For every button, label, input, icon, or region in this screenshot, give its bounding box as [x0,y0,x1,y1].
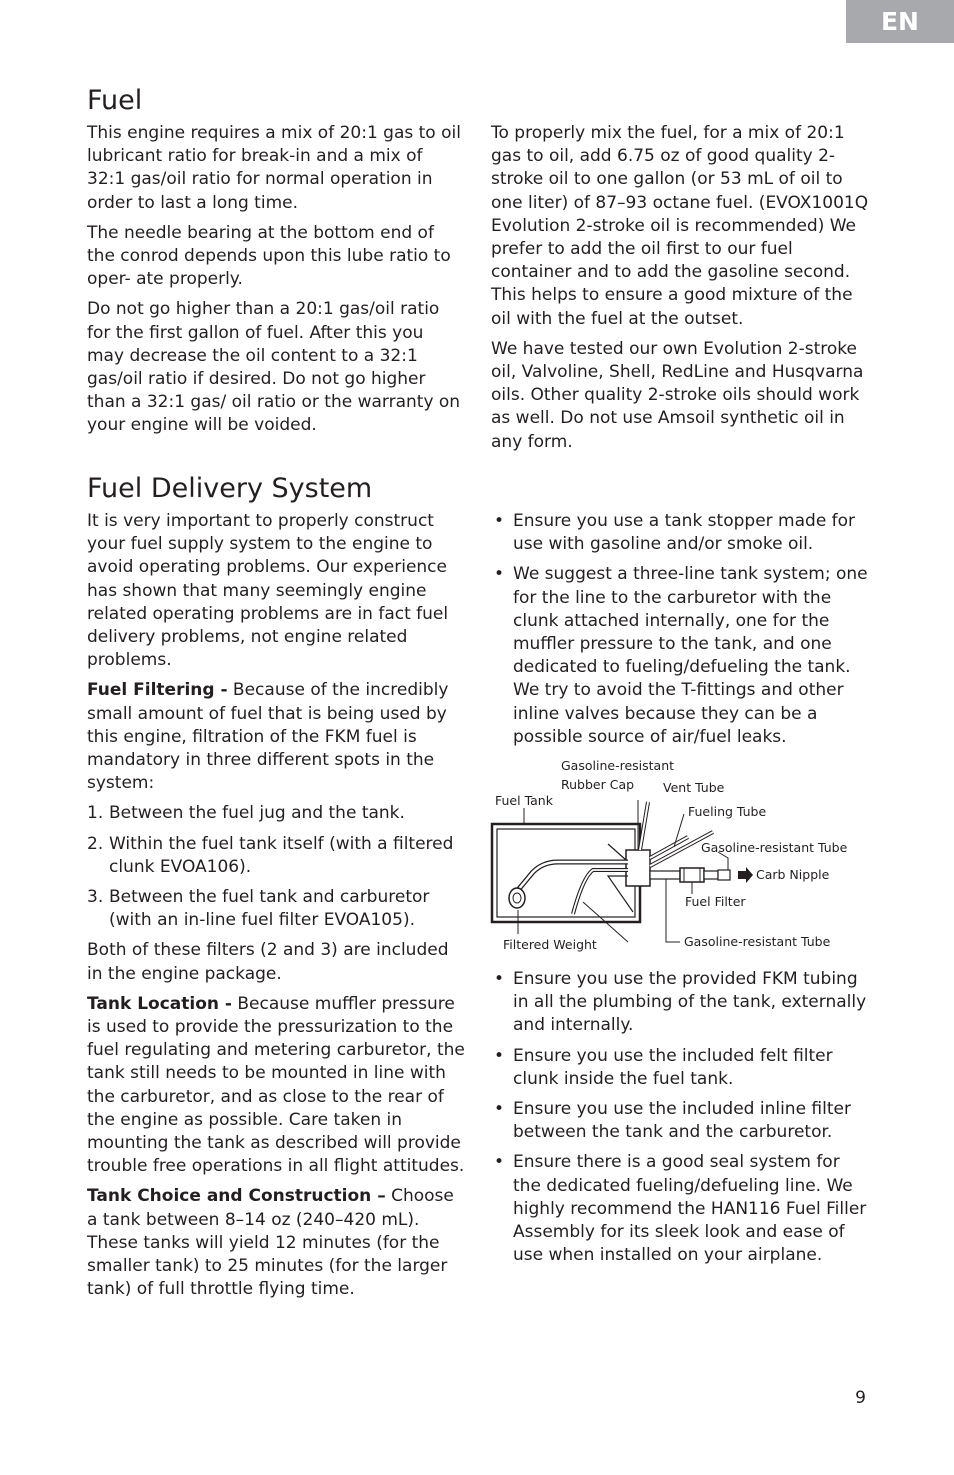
fuel-filtering-paragraph: Fuel Filtering - Because of the incredibly small amount of fuel that is being used by this engine, filtration of the FKM fuel is mandatory in three different spots in the system: [87,680,449,794]
list-item: • We suggest a three-line tank system; one for the line to the carburetor with the clunk attached internally, one for the muffler pressure to the tank, and one dedicated to fueling/defueling the tank. We try to avoid the T-fittings and other inline valves because they can be a possible source of air/fuel leaks. [494,564,868,747]
fuel-delivery-right-top [491,510,869,756]
list-item: • Ensure you use the included felt filter clunk inside the fuel tank. [494,1045,833,1089]
tank-location-label: Tank Location - [87,993,232,1014]
fds-intro: It is very important to properly construct your fuel supply system to the engine to avoid operating problems. Our experience has shown that many seemingly engine related operating problems are in fact fuel delivery problems, not engine related problems. [87,511,449,671]
fuel-mix-paragraph: To properly mix the fuel, for a mix of 20:1 gas to oil, add 6.75 oz of good quality 2-stroke oil to one gallon (or 53 mL of oil to one liter) of 87–93 octane fuel. (EVOX1001Q Evolution 2-stroke oil is recommended) We prefer to add the oil first to our fuel container and to add the gasoline second. This helps to ensure a good mixture of the oil with the fuel at the outset. [491,123,869,329]
label-gas-tube-top: Gasoline-resistant Tube [701,840,848,855]
clunk-weight [509,888,525,908]
list-item: • Ensure you use the included inline filter between the tank and the carburetor. [494,1099,851,1143]
fuel-left-column [87,122,465,445]
list-item: • Ensure you use the provided FKM tubing in all the plumbing of the tank, externally and internally. [494,969,867,1036]
fuel-right-column [491,122,869,461]
fuel-tank-diagram [488,752,868,962]
tank-bullets-bottom [491,968,869,1267]
bullet-icon: • [494,1045,505,1066]
bullet-icon: • [494,969,505,989]
list-item: • Ensure there is a good seal system for the dedicated fueling/defueling line. We highly recommend the HAN116 Fuel Filler Assembly for its sleek look and ease of use when installed on your airplane. [494,1152,867,1266]
tank-location-paragraph: Tank Location - Because muffler pressure is used to provide the pressurization to the fuel regulating and metering carburetor, the tank still needs to be mounted in line with the carburetor, and as close to the rear of the engine as possible. Care taken in mounting the tank as described will provide trouble free operations in all flight attitudes. [87,993,465,1177]
bullet-icon: • [494,511,505,531]
label-gas-tube-bottom: Gasoline-resistant Tube [684,934,831,949]
fuel-delivery-heading: Fuel Delivery System [87,473,373,504]
page-number: 9 [855,1388,866,1408]
list-item: 1. Between the fuel jug and the tank. [87,803,405,824]
rubber-cap [626,850,650,886]
label-filtered-weight: Filtered Weight [503,937,597,952]
fuel-paragraph: This engine requires a mix of 20:1 gas to oil lubricant ratio for break-in and a mix of 32:1 gas/oil ratio for normal operation in order to last a long time. [87,123,461,213]
fuel-delivery-left-column [87,510,465,1309]
label-rubber-cap-2: Rubber Cap [561,777,635,792]
language-tab[interactable]: EN [846,0,954,43]
bullet-icon: • [494,1152,505,1173]
label-fuel-tank: Fuel Tank [495,793,553,808]
list-item: 2. Within the fuel tank itself (with a filtered clunk EVOA106). [87,833,454,877]
fuel-paragraph: The needle bearing at the bottom end of the conrod depends upon this lube ratio to oper- ate properly. [87,222,451,290]
tank-bullets-top [491,510,869,749]
tank-choice-label: Tank Choice and Construction – [87,1186,386,1207]
bullet-icon: • [494,1099,505,1120]
fuel-filtering-label: Fuel Filtering - [87,680,228,701]
label-carb-nipple: Carb Nipple [756,867,830,882]
filter-spots-list [87,802,465,932]
label-fuel-filter: Fuel Filter [685,894,746,909]
filters-note: Both of these filters (2 and 3) are included in the engine package. [87,940,449,984]
tank-choice-paragraph: Tank Choice and Construction – Choose a tank between 8–14 oz (240–420 mL). These tanks will yield 12 minutes (for the smaller tank) to 25 minutes (for the larger tank) of full throttle flying time. [87,1186,454,1300]
label-rubber-cap-1: Gasoline-resistant [561,758,675,773]
label-vent-tube: Vent Tube [663,780,725,795]
label-fueling-tube: Fueling Tube [688,804,767,819]
fuel-paragraph: Do not go higher than a 20:1 gas/oil ratio for the first gallon of fuel. After this you may decrease the oil content to a 32:1 gas/oil ratio if desired. Do not go higher than a 32:1 gas/ oil ratio or the warranty on your engine will be voided. [87,299,461,436]
arrow-right-icon [738,867,753,883]
list-item: • Ensure you use a tank stopper made for use with gasoline and/or smoke oil. [494,511,856,555]
fuel-heading: Fuel [87,85,143,116]
bullet-icon: • [494,564,505,585]
fuel-delivery-right-bottom [491,968,869,1274]
fuel-oils-paragraph: We have tested our own Evolution 2-stroke oil, Valvoline, Shell, RedLine and Husqvarna oils. Other quality 2-stroke oils should work as well. Do not use Amsoil synthetic oil in any form. [491,338,864,452]
list-item: 3. Between the fuel tank and carburetor (with an in-line fuel filter EVOA105). [87,887,430,931]
